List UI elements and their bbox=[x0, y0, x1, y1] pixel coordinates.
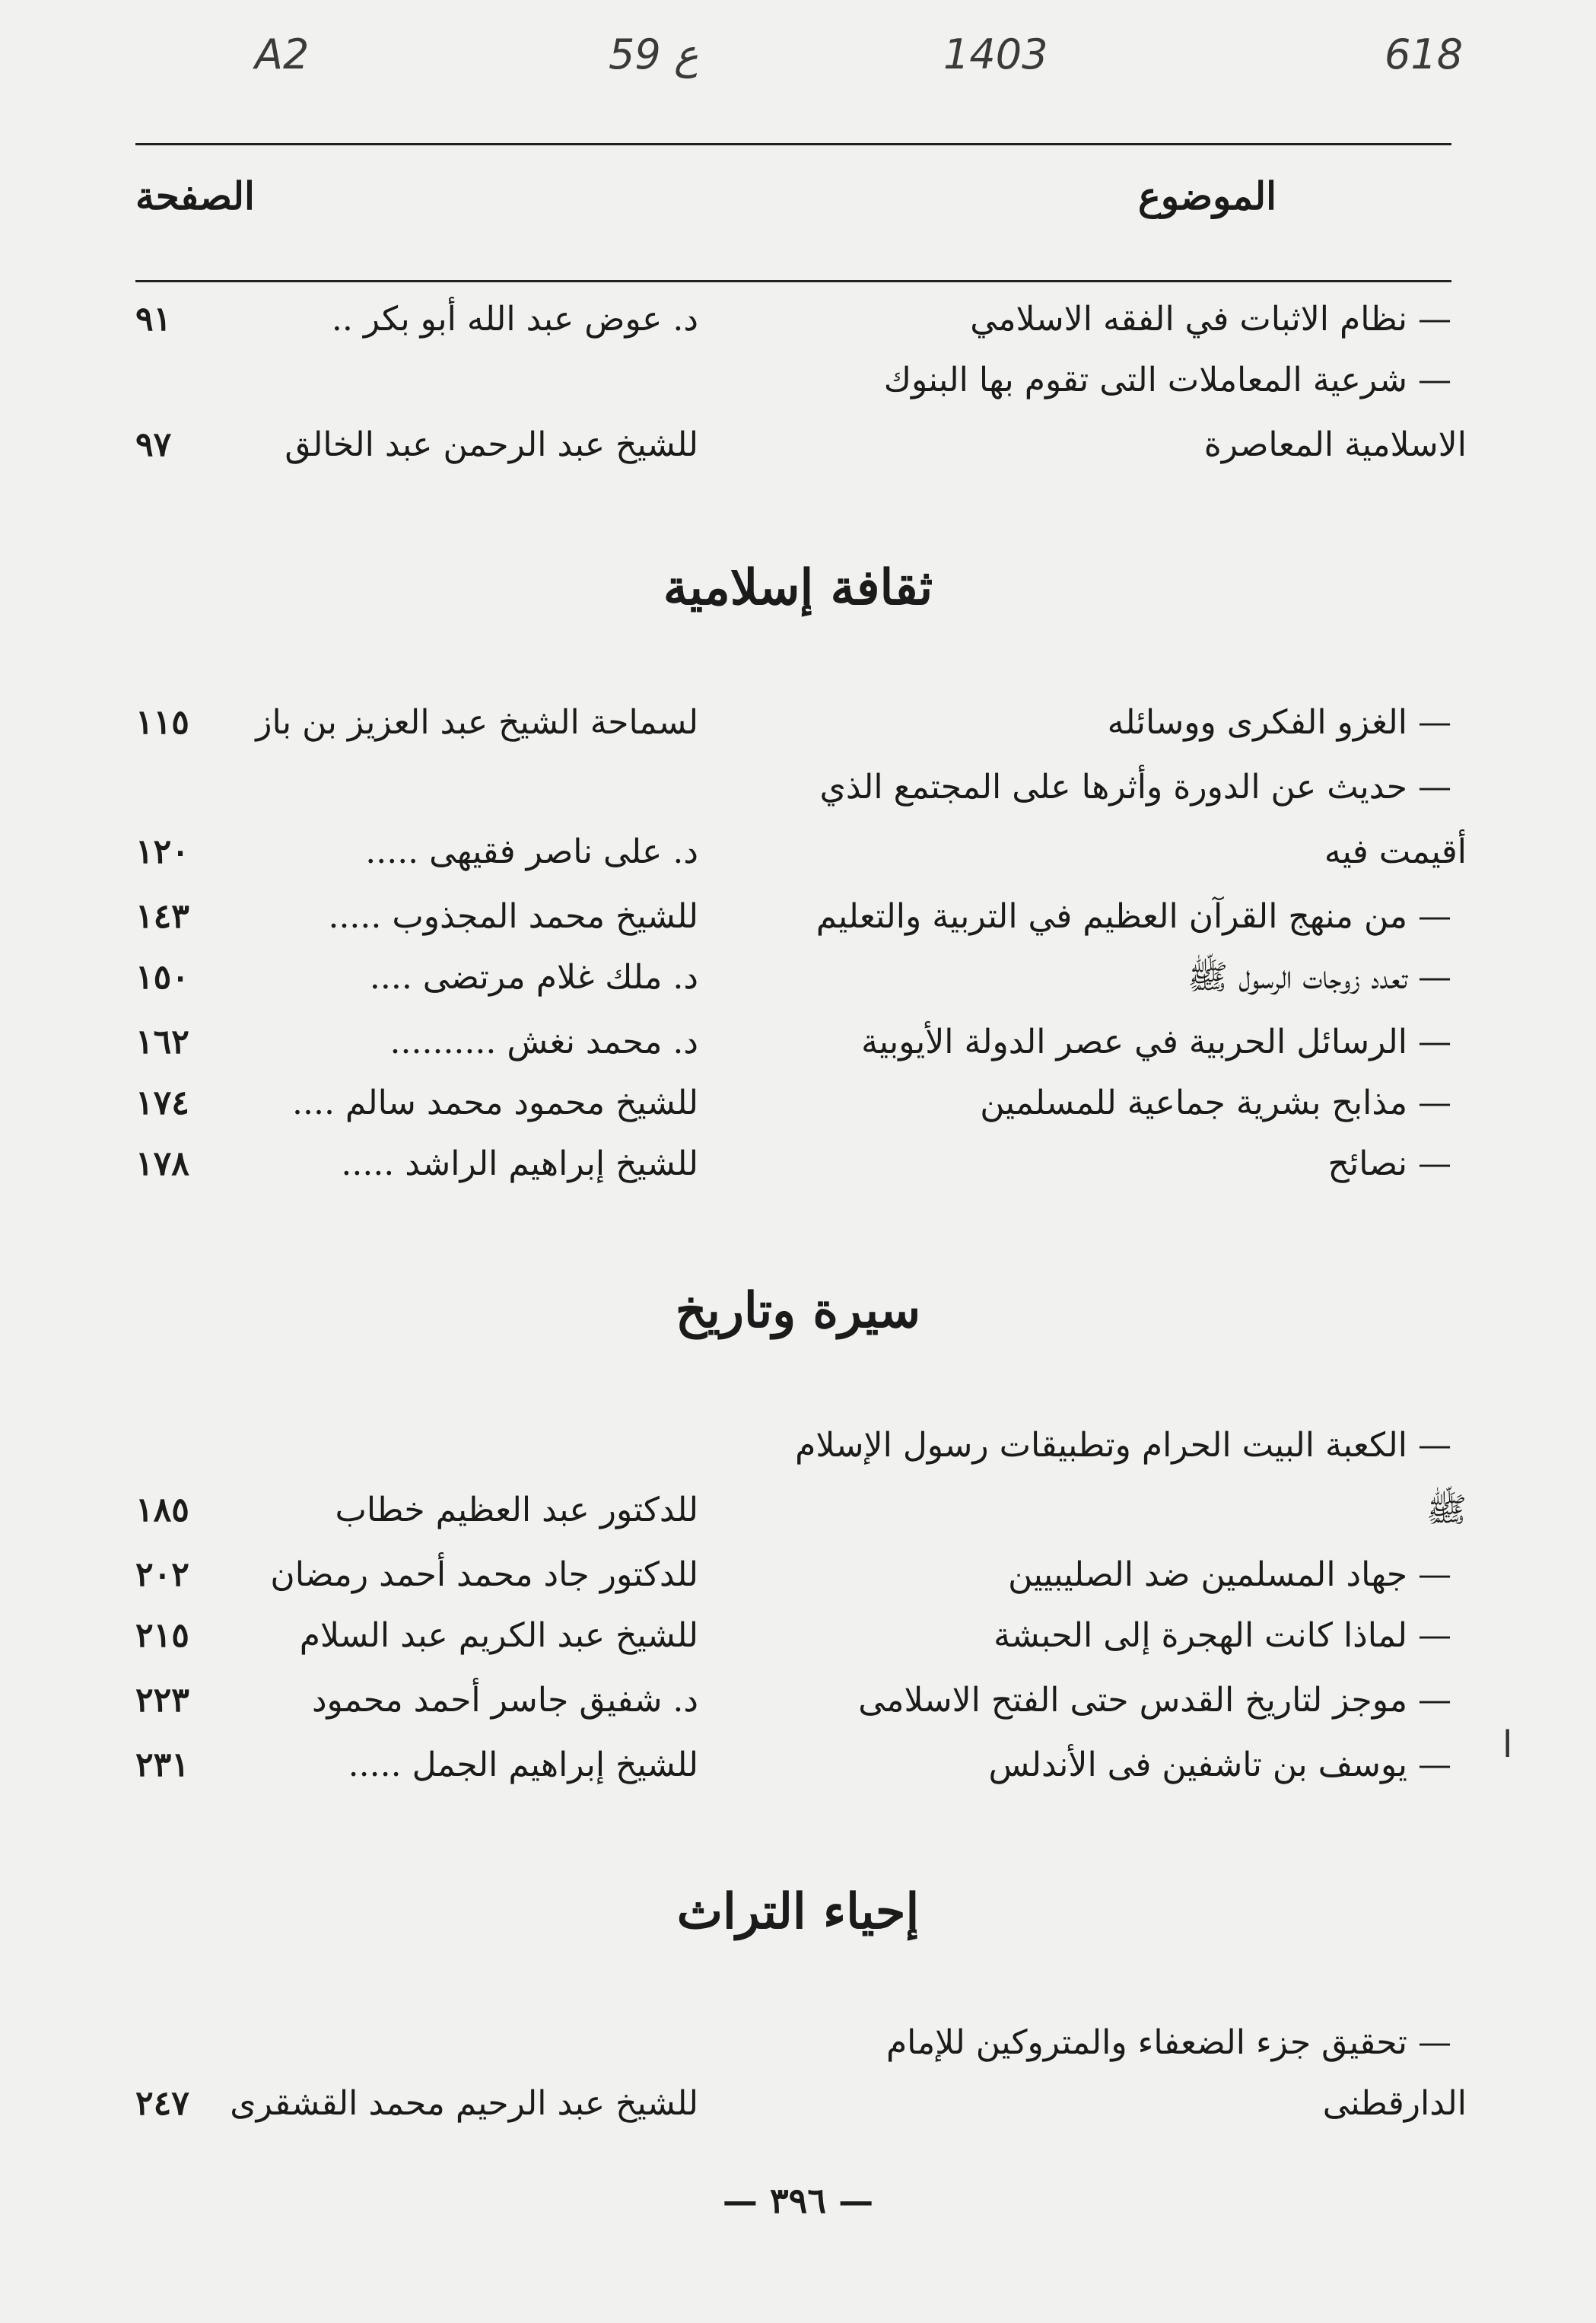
entry-topic: — الكعبة البيت الحرام وتطبيقات رسول الإسلام bbox=[795, 1426, 1451, 1465]
section-title: سيرة وتاريخ bbox=[675, 1282, 921, 1339]
toc-entry bbox=[0, 1016, 1596, 1069]
entry-author: د. محمد نغش .......... bbox=[389, 1023, 698, 1061]
entry-author: للشيخ إبراهيم الجمل ..... bbox=[348, 1745, 698, 1784]
entry-page: ٢٤٧ bbox=[135, 2084, 189, 2123]
section-title: إحياء التراث bbox=[676, 1883, 920, 1940]
entry-page: ١٢٠ bbox=[135, 832, 189, 871]
toc-entry bbox=[0, 1077, 1596, 1130]
entry-topic: — جهاد المسلمين ضد الصليبيين bbox=[1008, 1555, 1451, 1594]
entry-author: د. عوض عبد الله أبو بكر .. bbox=[331, 300, 698, 339]
entry-page: ٩١ bbox=[135, 300, 172, 339]
entry-author: للشيخ عبد الرحيم محمد القشقرى bbox=[230, 2084, 698, 2123]
entry-author: د. على ناصر فقيهى ..... bbox=[365, 832, 698, 871]
entry-page: ٢٣١ bbox=[135, 1745, 189, 1784]
toc-entry bbox=[0, 354, 1596, 407]
entry-page: ١١٥ bbox=[135, 703, 189, 742]
entry-author: للشيخ إبراهيم الراشد ..... bbox=[341, 1144, 698, 1183]
section-title: ثقافة إسلامية bbox=[663, 559, 933, 616]
entry-author: للدكتور عبد العظيم خطاب bbox=[335, 1491, 698, 1529]
header-rule bbox=[135, 280, 1451, 282]
margin-mark: ا bbox=[1502, 1723, 1513, 1766]
page-number: — ٣٩٦ — bbox=[722, 2180, 874, 2221]
toc-entry bbox=[0, 696, 1596, 749]
entry-topic: — نظام الاثبات في الفقه الاسلامي bbox=[970, 300, 1451, 339]
toc-entry bbox=[0, 1419, 1596, 1472]
entry-topic: — شرعية المعاملات التى تقوم بها البنوك bbox=[883, 361, 1451, 399]
entry-page: ١٨٥ bbox=[135, 1491, 189, 1529]
entry-author: للشيخ عبد الكريم عبد السلام bbox=[299, 1616, 698, 1655]
entry-author: للشيخ عبد الرحمن عبد الخالق bbox=[285, 425, 698, 464]
entry-author: للدكتور جاد محمد أحمد رمضان bbox=[270, 1555, 698, 1594]
entry-topic: أقيمت فيه bbox=[1324, 832, 1467, 871]
handwritten-note-1: A2 bbox=[255, 30, 310, 78]
entry-topic: — مذابح بشرية جماعية للمسلمين bbox=[980, 1084, 1451, 1122]
entry-topic: — نصائح bbox=[1327, 1144, 1451, 1183]
header-page: الصفحة bbox=[135, 173, 255, 218]
top-rule bbox=[135, 143, 1451, 145]
entry-topic: الدارقطنى bbox=[1322, 2084, 1467, 2123]
entry-topic: — من منهج القرآن العظيم في التربية والتعليم bbox=[815, 897, 1451, 936]
toc-entry bbox=[0, 2077, 1596, 2130]
entry-author: د. شفيق جاسر أحمد محمود bbox=[311, 1681, 698, 1720]
entry-topic: — حديث عن الدورة وأثرها على المجتمع الذي bbox=[819, 768, 1451, 807]
toc-entry bbox=[0, 826, 1596, 879]
entry-author: للشيخ محمد المجذوب ..... bbox=[328, 897, 698, 936]
toc-entry bbox=[0, 1138, 1596, 1191]
entry-topic: — لماذا كانت الهجرة إلى الحبشة bbox=[994, 1616, 1451, 1655]
handwritten-note-2: 59 ع bbox=[609, 30, 699, 78]
toc-entry bbox=[0, 418, 1596, 472]
entry-page: ٩٧ bbox=[135, 425, 172, 464]
entry-page: ١٧٨ bbox=[135, 1144, 189, 1183]
entry-page: ١٧٤ bbox=[135, 1084, 189, 1122]
toc-entry bbox=[0, 1674, 1596, 1727]
entry-topic: — تحقيق جزء الضعفاء والمتروكين للإمام bbox=[885, 2023, 1451, 2062]
toc-entry bbox=[0, 1484, 1596, 1537]
handwritten-note-4: 618 bbox=[1385, 30, 1464, 78]
toc-entry bbox=[0, 1548, 1596, 1602]
entry-topic: — الرسائل الحربية في عصر الدولة الأيوبية bbox=[861, 1023, 1451, 1061]
toc-entry bbox=[0, 1609, 1596, 1663]
entry-topic: — يوسف بن تاشفين فى الأندلس bbox=[988, 1745, 1451, 1784]
entry-page: ٢٢٣ bbox=[135, 1681, 189, 1720]
toc-entry bbox=[0, 1739, 1596, 1792]
entry-page: ١٦٢ bbox=[135, 1023, 189, 1061]
toc-entry bbox=[0, 890, 1596, 944]
entry-page: ٢٠٢ bbox=[135, 1555, 189, 1594]
entry-author: للشيخ محمود محمد سالم .... bbox=[292, 1084, 698, 1122]
entry-page: ٢١٥ bbox=[135, 1616, 189, 1655]
entry-topic: — موجز لتاريخ القدس حتى الفتح الاسلامى bbox=[858, 1681, 1451, 1720]
entry-topic: ﷺ bbox=[1426, 1491, 1467, 1529]
handwritten-note-3: 1403 bbox=[943, 30, 1048, 78]
toc-entry bbox=[0, 2016, 1596, 2070]
toc-entry bbox=[0, 951, 1596, 1004]
entry-topic: — الغزو الفكرى ووسائله bbox=[1107, 703, 1451, 742]
entry-page: ١٥٠ bbox=[135, 958, 189, 997]
entry-page: ١٤٣ bbox=[135, 897, 189, 936]
toc-entry bbox=[0, 761, 1596, 814]
header-topic: الموضوع bbox=[1138, 173, 1276, 218]
entry-author: د. ملك غلام مرتضى .... bbox=[369, 958, 698, 997]
entry-topic: الاسلامية المعاصرة bbox=[1203, 425, 1467, 464]
toc-entry bbox=[0, 293, 1596, 346]
entry-author: لسماحة الشيخ عبد العزيز بن باز bbox=[256, 703, 698, 742]
entry-topic: — تعدد زوجات الرسول ﷺ bbox=[1187, 958, 1451, 997]
